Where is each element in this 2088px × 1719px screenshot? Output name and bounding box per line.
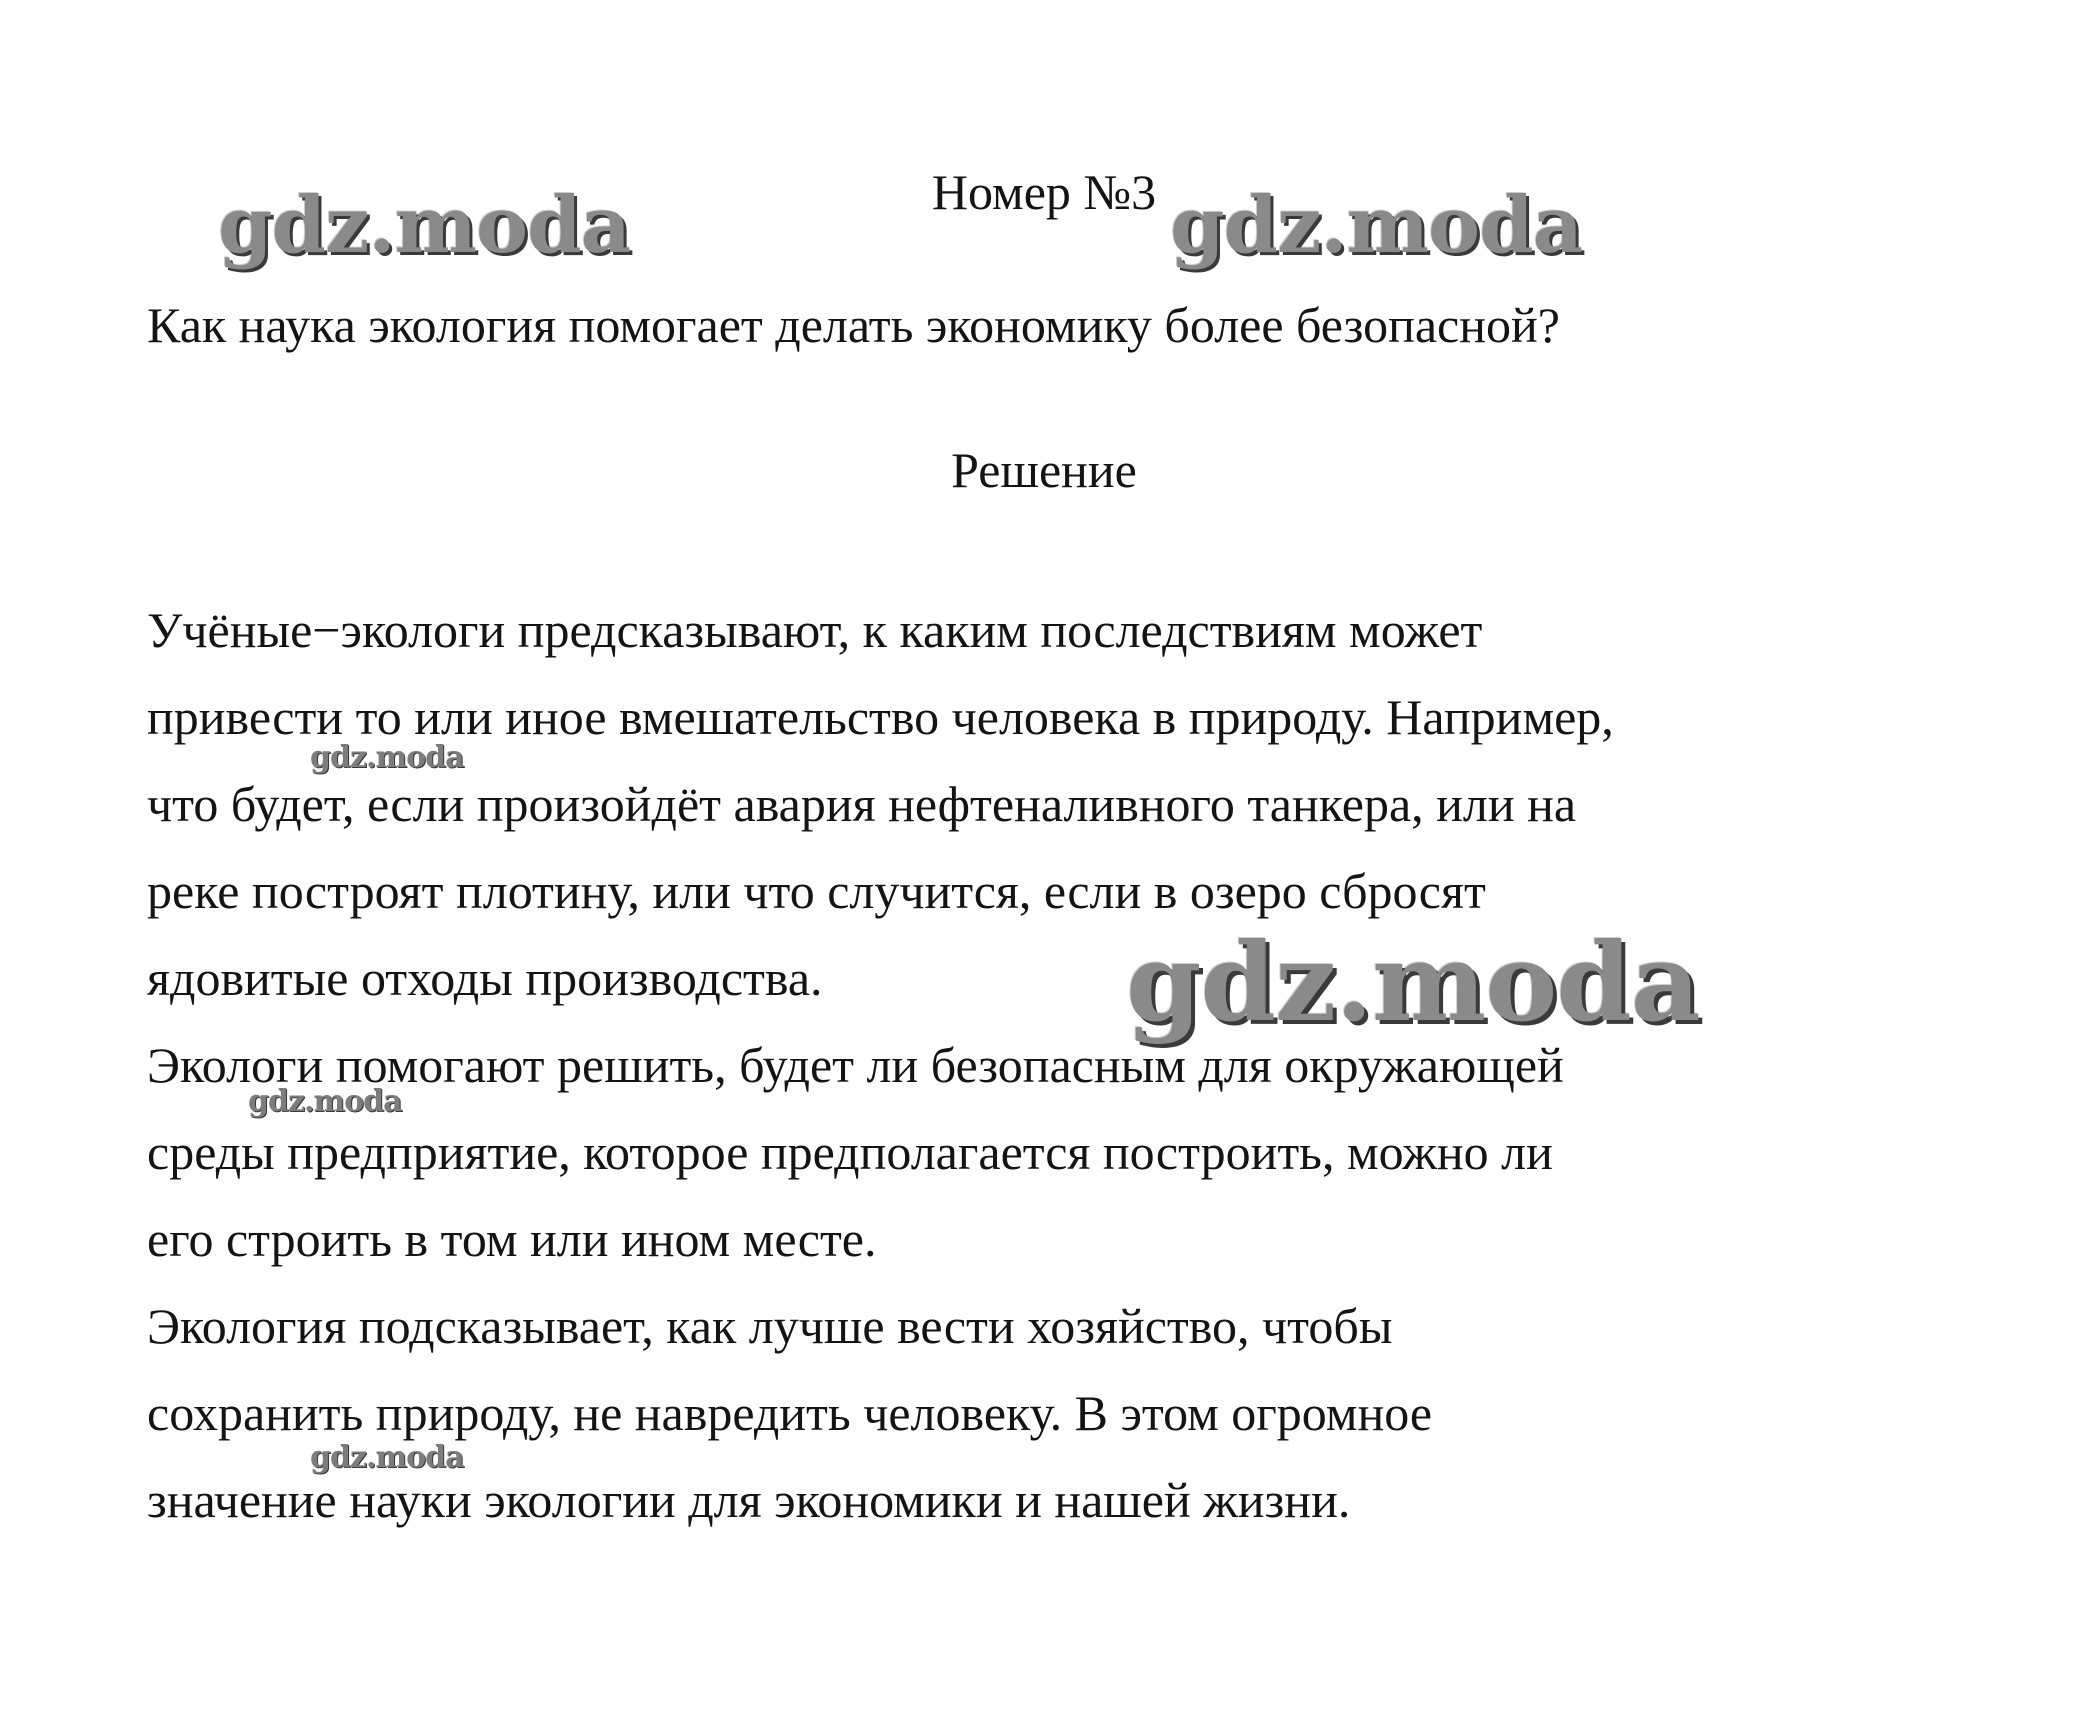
answer-line: реке построят плотину, или что случится, если в озеро сбросят (147, 863, 1486, 919)
answer-line: привести то или иное вмешательство человека в природу. Например, (147, 689, 1614, 745)
watermark-logo: gdz.moda (310, 1440, 464, 1475)
watermark-logo: gdz.moda (248, 1084, 402, 1119)
answer-line: сохранить природу, не навредить человеку. В этом огромное (147, 1385, 1433, 1441)
solution-heading: Решение (951, 442, 1137, 498)
answer-line: значение науки экологии для экономики и нашей жизни. (147, 1472, 1351, 1528)
watermark-logo: gdz.moda (310, 740, 464, 775)
task-question: Как наука экология помогает делать экономику более безопасной? (147, 297, 1560, 353)
answer-line: Экология подсказывает, как лучше вести хозяйство, чтобы (147, 1298, 1393, 1354)
answer-text (147, 587, 1957, 1544)
task-number: Номер №3 (931, 164, 1157, 220)
answer-line: среды предприятие, которое предполагается построить, можно ли (147, 1124, 1553, 1180)
watermark-logo: gdz.moda (218, 180, 631, 271)
answer-line: Учёные−экологи предсказывают, к каким последствиям может (147, 602, 1483, 658)
answer-line: его строить в том или ином месте. (147, 1211, 877, 1267)
answer-line: ядовитые отходы производства. (147, 950, 823, 1006)
answer-line: Экологи помогают решить, будет ли безопасным для окружающей (147, 1037, 1564, 1093)
watermark-logo: gdz.moda (1126, 920, 1700, 1046)
answer-line: что будет, если произойдёт авария нефтеналивного танкера, или на (147, 776, 1577, 832)
watermark-logo: gdz.moda (1170, 180, 1583, 271)
